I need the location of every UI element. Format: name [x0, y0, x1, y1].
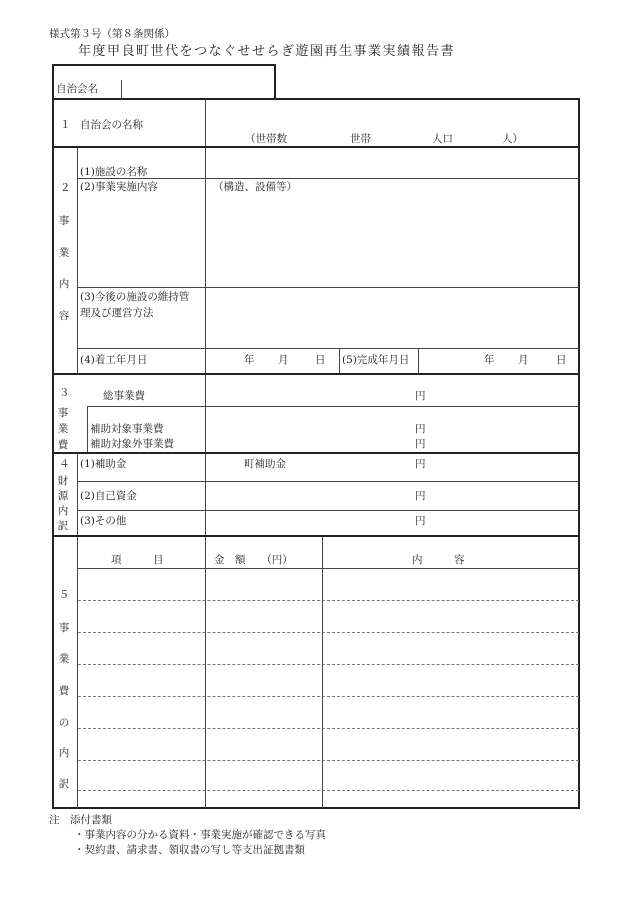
s5-vert-2: 業: [58, 653, 70, 665]
population-label: 人口: [432, 133, 453, 145]
s3-vert-2: 業: [57, 423, 69, 435]
s2-number: ２: [60, 182, 71, 194]
subsidy-label: (1)補助金: [80, 458, 127, 470]
s5-vert-1: 事: [58, 622, 70, 634]
nonsubject-cost-label: 補助対象外事業費: [90, 438, 174, 450]
maintenance-label-1: (3)今後の施設の維持管: [80, 291, 190, 303]
s4-vert-2: 源: [57, 490, 69, 502]
own-funds-label: (2)自己資金: [80, 490, 137, 502]
content-label: (2)事業実施内容: [80, 181, 158, 193]
col-amount-header: 金 額 （円）: [214, 554, 293, 566]
s2-vert-1: 事: [58, 215, 70, 227]
facility-name-label: (1)施設の名称: [80, 166, 148, 178]
s2-vert-2: 業: [58, 247, 70, 259]
s4-vert-4: 訳: [57, 520, 69, 532]
s2-vert-3: 内: [58, 278, 70, 290]
note-2: ・契約書、請求書、領収書の写し等支出証拠書類: [74, 844, 305, 856]
setai-label: 世帯: [350, 133, 371, 145]
total-cost-yen: 円: [415, 390, 426, 402]
form-number: 様式第３号（第８条関係）: [49, 28, 175, 40]
start-month: 月: [278, 354, 289, 366]
finish-year: 年: [484, 354, 495, 366]
town-subsidy-label: 町補助金: [244, 458, 286, 470]
s4-vert-1: 財: [57, 475, 69, 487]
s3-vert-1: 事: [57, 407, 69, 419]
s3-number: ３: [59, 387, 70, 399]
subsidy-yen: 円: [415, 458, 426, 470]
own-funds-yen: 円: [415, 490, 426, 502]
subject-cost-label: 補助対象事業費: [90, 423, 164, 435]
note-1: ・事業内容の分かる資料・事業実施が確認できる写真: [74, 829, 326, 841]
s1-label: 自治会の名称: [80, 119, 143, 131]
s5-number: ５: [58, 589, 70, 601]
start-date-label: (4)着工年月日: [80, 354, 148, 366]
structure-label: （構造、設備等）: [213, 181, 297, 193]
s5-vert-3: 費: [58, 685, 70, 697]
other-funds-label: (3)その他: [80, 515, 127, 527]
s4-number: ４: [59, 458, 70, 470]
subject-cost-yen: 円: [415, 423, 426, 435]
notes-heading: 注 添付書類: [49, 814, 112, 826]
start-year: 年: [244, 354, 255, 366]
s3-vert-3: 費: [57, 439, 69, 451]
s5-vert-6: 訳: [58, 778, 70, 790]
nonsubject-cost-yen: 円: [415, 438, 426, 450]
finish-month: 月: [518, 354, 529, 366]
households-label: （世帯数: [245, 133, 287, 145]
s2-vert-4: 容: [58, 310, 70, 322]
nin-label: 人）: [502, 133, 523, 145]
maintenance-label-2: 理及び運営方法: [80, 307, 154, 319]
jichikai-label: 自治会名: [56, 83, 98, 95]
total-cost-label: 総事業費: [103, 390, 145, 402]
s5-vert-4: の: [58, 717, 70, 729]
s4-vert-3: 内: [57, 505, 69, 517]
s5-vert-5: 内: [58, 747, 70, 759]
other-funds-yen: 円: [415, 515, 426, 527]
finish-day: 日: [556, 354, 567, 366]
col-content-header: 内 容: [412, 554, 465, 566]
start-day: 日: [315, 354, 326, 366]
col-item-header: 項 目: [111, 554, 164, 566]
page-title: 年度甲良町世代をつなぐせせらぎ遊園再生事業実績報告書: [78, 44, 456, 59]
s1-number: １: [60, 119, 71, 131]
finish-date-label: (5)完成年月日: [342, 354, 410, 366]
